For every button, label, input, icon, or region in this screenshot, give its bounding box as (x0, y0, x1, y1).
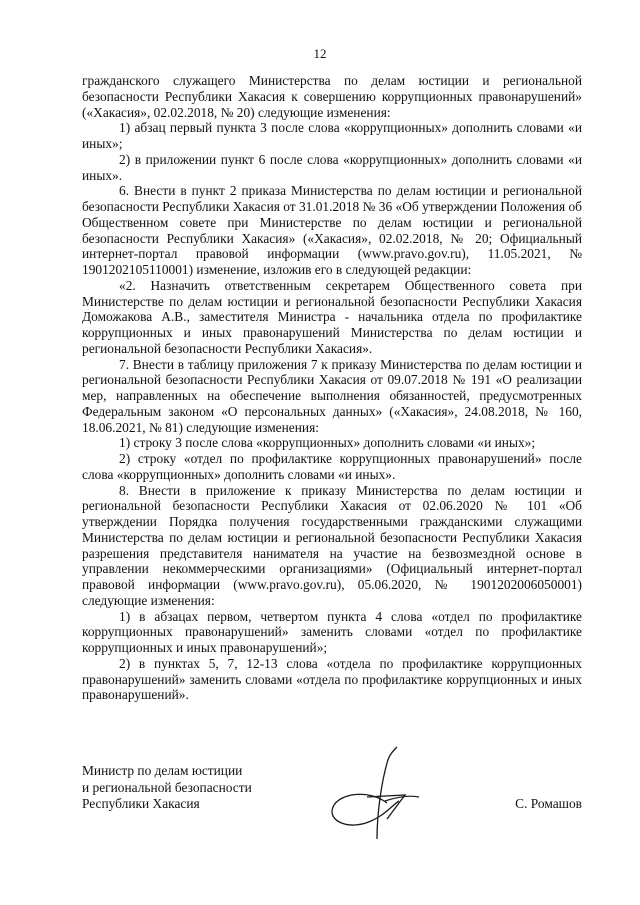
paragraph-5-2: 2) в приложении пункт 6 после слова «коррупционных» дополнить словами «и иных». (82, 151, 582, 183)
page-number: 12 (313, 46, 327, 61)
paragraph-7: 7. Внести в таблицу приложения 7 к приказу Министерства по делам юстиции и региональной безопасности Республики Хакасия от 09.07.2018 № 191 «О реализации мер, направленных на обеспечение выполнения обязанностей, предусмотренных Федеральным законом «О персональных данных» («Хакасия», 24.08.2018, № 160, 18.06.2021, № 81) следующие изменения: (82, 356, 582, 435)
signature-block (82, 763, 582, 863)
signatory-title-line: Республики Хакасия (82, 796, 200, 811)
signatory-name: С. Ромашов (515, 796, 582, 811)
paragraph-8-2: 2) в пунктах 5, 7, 12-13 слова «отдела по профилактике коррупционных правонарушений» заменить словами «отдела по профилактике коррупционных и иных правонарушений». (82, 655, 582, 703)
paragraph-6: 6. Внести в пункт 2 приказа Министерства по делам юстиции и региональной безопасности Республики Хакасия от 31.01.2018 № 36 «Об утверждении Положения об Общественном совете при Министерстве по делам юстиции и региональной безопасности Республики Хакасия» («Хакасия», 02.02.2018, № 20; Официальный интернет-портал правовой информации (www.pravo.gov.ru), 11.05.2021, № 1901202105110001) изменение, изложив его в следующей редакции: (82, 183, 582, 277)
handwritten-signature (327, 741, 437, 841)
signatory-title-line: Министр по делам юстиции (82, 763, 243, 778)
paragraph-6-quote: «2. Назначить ответственным секретарем Общественного совета при Министерстве по делам юстиции и региональной безопасности Республики Хакасия Доможакова А.В., заместителя Министра - начальника отдела по профилактике коррупционных и иных правонарушений Министерства по делам юстиции и региональной безопасности Республики Хакасия». (82, 277, 582, 356)
signatory-title (82, 763, 252, 813)
paragraph-5-1: 1) абзац первый пункта 3 после слова «коррупционных» дополнить словами «и иных»; (82, 120, 582, 151)
paragraph-7-2: 2) строку «отдел по профилактике коррупционных правонарушений» после слова «коррупционных» дополнить словами «и иных». (82, 451, 582, 482)
paragraph-continuation: гражданского служащего Министерства по делам юстиции и региональной безопасности Республики Хакасия к совершению коррупционных правонарушений» («Хакасия», 02.02.2018, № 20) следующие изменения: (82, 73, 582, 120)
signatory-title-line: и региональной безопасности (82, 779, 252, 795)
paragraph-7-1: 1) строку 3 после слова «коррупционных» дополнить словами «и иных»; (119, 435, 536, 451)
paragraph-8-1: 1) в абзацах первом, четвертом пункта 4 слова «отдел по профилактике коррупционных правонарушений» заменить словами «отдел по профилактике коррупционных и иных правонарушений»; (82, 608, 582, 655)
document-body (82, 73, 582, 703)
paragraph-8: 8. Внести в приложение к приказу Министерства по делам юстиции и региональной безопасности Республики Хакасия от 02.06.2020 № 101 «Об утверждении Порядка получения государственными гражданскими служащими Министерства по делам юстиции и региональной безопасности Республики Хакасия разрешения представителя нанимателя на участие на безвозмездной основе в управлении некоммерческими организациями» (Официальный интернет-портал правовой информации (www.pravo.gov.ru), 05.06.2020, № 1901202006050001) следующие изменения: (82, 482, 582, 608)
